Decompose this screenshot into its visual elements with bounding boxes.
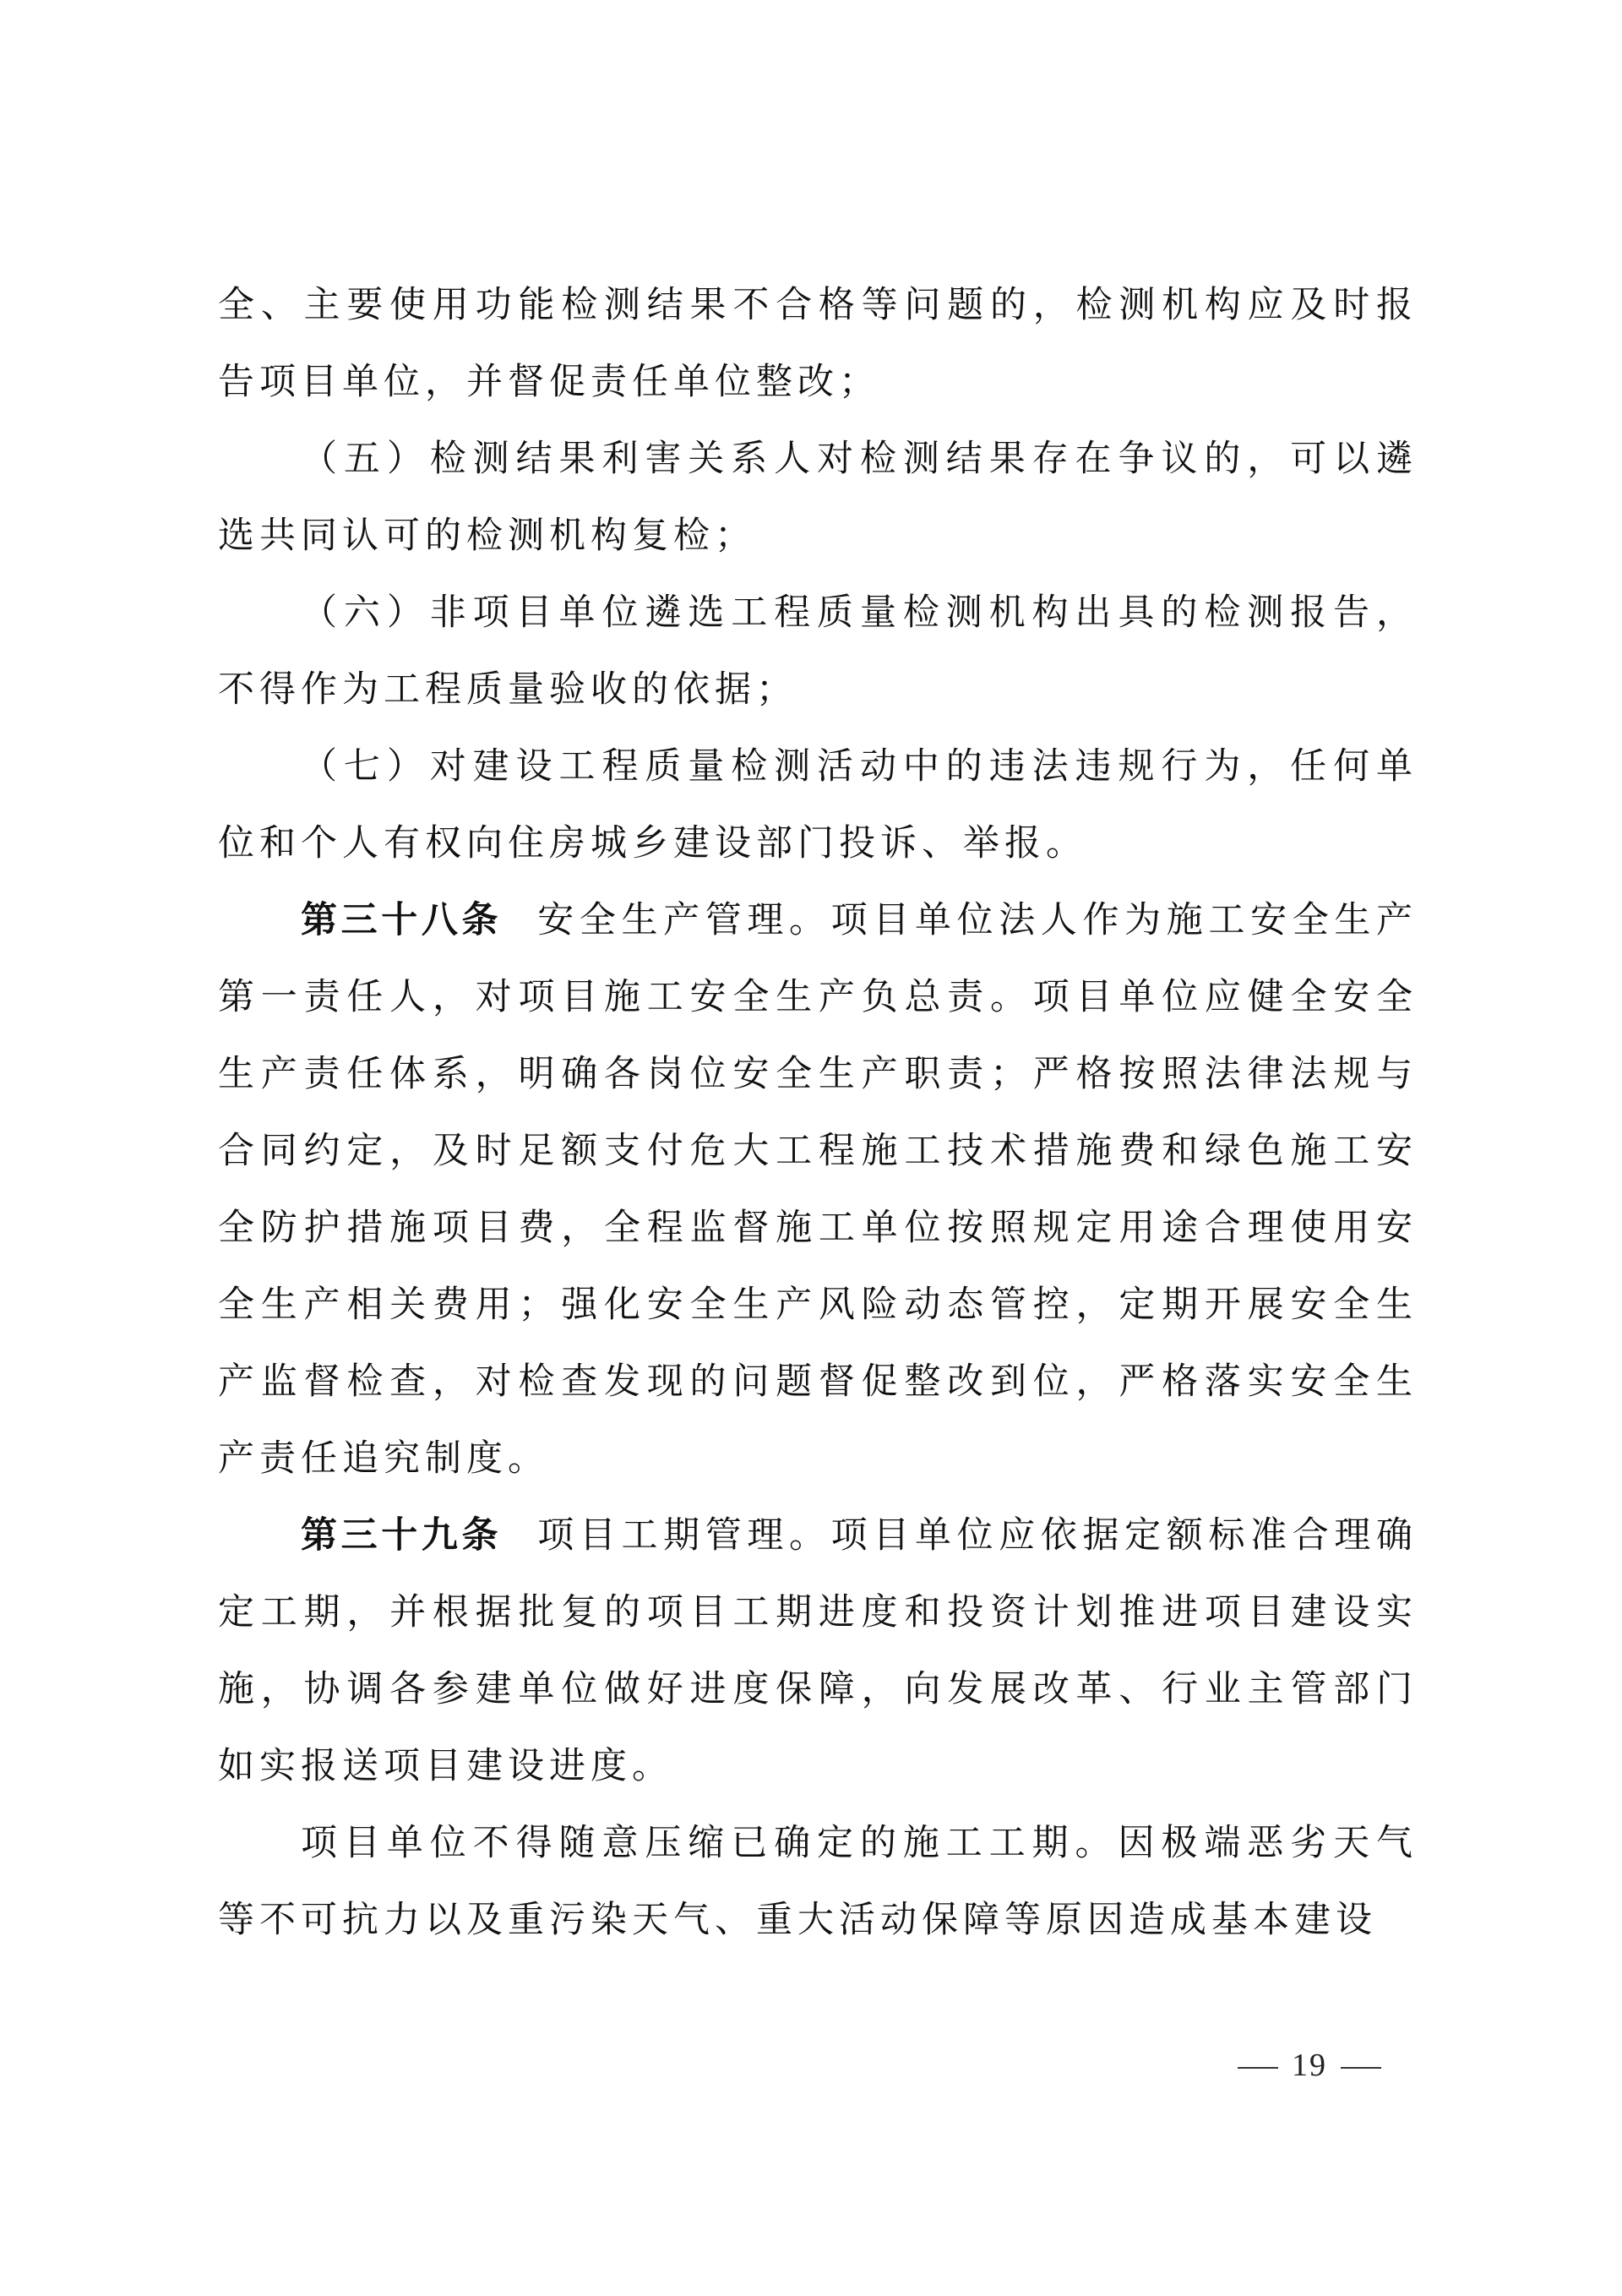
article-39 bbox=[218, 1497, 1418, 1805]
article-38 bbox=[218, 882, 1418, 1497]
paragraph-text: （六）非项目单位遴选工程质量检测机构出具的检测报告，不得作为工程质量验收的依据； bbox=[218, 592, 1418, 711]
paragraph-text: （五）检测结果利害关系人对检测结果存在争议的，可以遴选共同认可的检测机构复检； bbox=[218, 438, 1418, 557]
paragraph-continuation bbox=[218, 267, 1418, 421]
paragraph-item-five bbox=[218, 421, 1418, 575]
paragraph-item-seven bbox=[218, 728, 1418, 882]
paragraph-text: （七）对建设工程质量检测活动中的违法违规行为，任何单位和个人有权向住房城乡建设部门投诉、举报。 bbox=[218, 745, 1418, 864]
paragraph-text: 项目工期管理。项目单位应依据定额标准合理确定工期，并根据批复的项目工期进度和投资计划推进项目建设实施，协调各参建单位做好进度保障，向发展改革、行业主管部门如实报送项目建设进度。 bbox=[218, 1514, 1418, 1787]
article-heading: 第三十九条 bbox=[301, 1514, 503, 1557]
paragraph-text: 项目单位不得随意压缩已确定的施工工期。因极端恶劣天气等不可抗力以及重污染天气、重大活动保障等原因造成基本建设 bbox=[218, 1822, 1418, 1941]
document-body bbox=[218, 267, 1418, 1959]
paragraph-text: 全、主要使用功能检测结果不合格等问题的，检测机构应及时报告项目单位，并督促责任单位整改； bbox=[218, 284, 1418, 403]
article-heading: 第三十八条 bbox=[301, 899, 503, 941]
dash-left bbox=[1238, 2067, 1278, 2069]
page-number bbox=[1216, 2047, 1402, 2084]
dash-right bbox=[1341, 2067, 1381, 2069]
paragraph-schedule bbox=[218, 1805, 1418, 1959]
paragraph-text: 安全生产管理。项目单位法人作为施工安全生产第一责任人，对项目施工安全生产负总责。项目单位应健全安全生产责任体系，明确各岗位安全生产职责；严格按照法律法规与合同约定，及时足额支付危大工程施工技术措施费和绿色施工安全防护措施项目费，全程监督施工单位按照规定用途合理使用安全生产相关费用；强化安全生产风险动态管控，定期开展安全生产监督检查，对检查发现的问题督促整改到位，严格落实安全生产责任追究制度。 bbox=[218, 899, 1418, 1480]
page-number-value: 19 bbox=[1292, 2048, 1327, 2083]
paragraph-item-six bbox=[218, 575, 1418, 728]
